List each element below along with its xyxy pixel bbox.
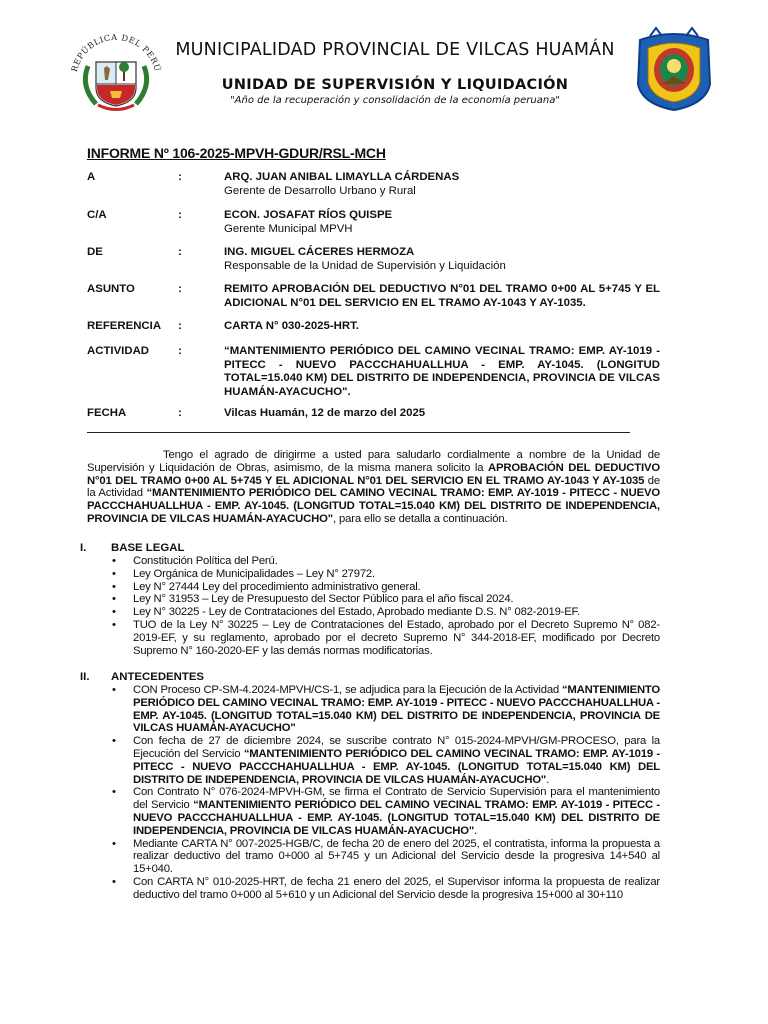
svg-text:REPÚBLICA DEL PERÚ: REPÚBLICA DEL PERÚ: [68, 31, 164, 73]
meta-key: A: [87, 171, 96, 183]
intro-text-2: de la Actividad: [87, 474, 660, 500]
list-item: [111, 555, 660, 568]
list-item-text: Ley N° 30225 - Ley de Contrataciones del Estado, Aprobado mediante D.S. N° 082-2019-EF.: [133, 606, 580, 619]
meta-value: [224, 407, 660, 421]
year-motto: "Año de la recuperación y consolidación de la economía peruana": [230, 95, 560, 106]
sender-name: ING. MIGUEL CÁCERES HERMOZA: [224, 246, 415, 258]
meta-key: ASUNTO: [87, 283, 135, 295]
meta-colon: :: [178, 209, 182, 221]
antecedentes-list: [111, 684, 660, 902]
list-item-tail: .: [474, 824, 477, 837]
meta-colon: :: [178, 246, 182, 258]
meta-value: [224, 283, 660, 310]
base-legal-list: [111, 555, 660, 657]
list-item-text: Constitución Política del Perú.: [133, 555, 278, 567]
meta-colon: :: [178, 320, 182, 332]
list-item-text: Mediante CARTA N° 007-2025-HGB/C, de fecha 20 de enero del 2025, el contratista, informa la propuesta a realizar deductivo del tramo 0+000 al 5+745 y un Adicional del Servicio desde la progresiva 14+540 al 15+040.: [133, 837, 660, 876]
list-item-bold: “MANTENIMIENTO PERIÓDICO DEL CAMINO VECINAL TRAMO: EMP. AY-1019 - PITECC - NUEVO PACCCHAHUALLHUA - EMP. AY-1045. (LONGITUD TOTAL=15.040 KM) DEL DISTRITO DE INDEPENDENCIA, PROVINCIA DE VILCAS HUAMÁN-AYACUCHO": [133, 747, 660, 786]
section-number: II.: [80, 671, 90, 683]
meta-value: [224, 345, 660, 399]
institution-title: MUNICIPALIDAD PROVINCIAL DE VILCAS HUAMÁN: [175, 40, 615, 60]
section-number: I.: [80, 542, 87, 554]
bullet: •: [112, 555, 116, 567]
bullet: •: [112, 593, 116, 606]
bullet: •: [112, 606, 116, 619]
list-item: [111, 619, 660, 657]
list-item: [111, 735, 660, 786]
bullet: •: [112, 786, 116, 799]
date-text: Vilcas Huamán, 12 de marzo del 2025: [224, 407, 426, 419]
section-label: ANTECEDENTES: [111, 671, 205, 683]
bullet: •: [112, 735, 116, 748]
intro-paragraph: [87, 449, 660, 526]
intro-text-3: , para ello se detalla a continuación.: [333, 512, 508, 525]
bullet: •: [112, 567, 116, 580]
list-item: [111, 593, 660, 606]
list-item: [111, 684, 660, 735]
list-item-text: TUO de la Ley N° 30225 – Ley de Contrataciones del Estado, aprobado por el Decreto Supremo N° 082-2019-EF, y su reglamento, aprobado por el decreto Supremo N° 344-2018-EF, modificado por Decreto Supremo N° 160-2020-EF y las demás normas modificatorias.: [133, 618, 660, 657]
list-item: [111, 581, 660, 594]
list-item: [111, 838, 660, 876]
meta-colon: :: [178, 283, 182, 295]
recipient-name: ARQ. JUAN ANIBAL LIMAYLLA CÁRDENAS: [224, 171, 460, 183]
vilcas-huaman-crest-icon: [632, 26, 716, 112]
unit-title: UNIDAD DE SUPERVISIÓN Y LIQUIDACIÓN: [221, 77, 569, 93]
list-item: [111, 786, 660, 837]
recipient-role: Gerente de Desarrollo Urbano y Rural: [224, 184, 416, 197]
section-label: BASE LEGAL: [111, 542, 185, 554]
bullet: •: [112, 618, 116, 631]
meta-key: C/A: [87, 209, 107, 221]
reference-text: CARTA N° 030-2025-HRT.: [224, 320, 359, 332]
list-item-text: Con CARTA N° 010-2025-HRT, de fecha 21 enero del 2025, el Supervisor informa la propuesta de realizar deductivo del tramo 0+000 al 5+610 y un Adicional del Servicio desde la progresiva 15+000 al 30+110: [133, 875, 660, 901]
list-item-text: Ley N° 31953 – Ley de Presupuesto del Sector Público para el año fiscal 2024.: [133, 593, 514, 606]
intro-bold-request: APROBACIÓN DEL DEDUCTIVO N°01 DEL TRAMO 0+00 AL 5+745 Y EL ADICIONAL N°01 DEL SERVICIO EN EL TRAMO AY-1043 Y AY-1035: [87, 461, 660, 487]
meta-key: DE: [87, 246, 103, 258]
activity-text: “MANTENIMIENTO PERIÓDICO DEL CAMINO VECINAL TRAMO: EMP. AY-1019 - PITECC - NUEVO PACCCHAHUALLHUA - EMP. AY-1045. (LONGITUD TOTAL=15.040 KM) DEL DISTRITO DE INDEPENDENCIA, PROVINCIA DE VILCAS HUAMÁN-AYACUCHO".: [224, 345, 660, 398]
list-item: [111, 606, 660, 619]
list-item-bold: “MANTENIMIENTO PERIÓDICO DEL CAMINO VECINAL TRAMO: EMP. AY-1019 - PITECC - NUEVO PACCCHAHUALLHUA - EMP. AY-1045. (LONGITUD TOTAL=15.040 KM) DEL DISTRITO DE INDEPENDENCIA, PROVINCIA DE VILCAS HUAMÁN-AYACUCHO": [133, 684, 660, 735]
list-item-text: Ley Orgánica de Municipalidades – Ley N° 27972.: [133, 567, 375, 580]
list-item-tail: .: [546, 773, 550, 786]
meta-value: [224, 171, 660, 198]
list-item: [111, 568, 660, 581]
meta-value: [224, 246, 660, 273]
bullet: •: [112, 875, 116, 888]
cc-name: ECON. JOSAFAT RÍOS QUISPE: [224, 209, 393, 221]
meta-key: REFERENCIA: [87, 320, 162, 332]
intro-text: Tengo el agrado de dirigirme a usted para saludarlo cordialmente a nombre de la Unidad de Supervisión y Liquidación de Obras, asimismo, de la misma manera solicito la: [87, 449, 660, 474]
meta-value: [224, 320, 660, 334]
intro-bold-activity: “MANTENIMIENTO PERIÓDICO DEL CAMINO VECINAL TRAMO: EMP. AY-1019 - PITECC - NUEVO PACCCHAHUALLHUA - EMP. AY-1045. (LONGITUD TOTAL=15.040 KM) DEL DISTRITO DE INDEPENDENCIA, PROVINCIA DE VILCAS HUAMÁN-AYACUCHO": [87, 487, 660, 525]
list-item-text: Ley N° 27444 Ley del procedimiento administrativo general.: [133, 580, 421, 593]
list-item-text: Con Contrato N° 076-2024-MPVH-GM, se firma el Contrato de Servicio Supervisión para el mantenimiento del Servicio: [133, 786, 660, 812]
bullet: •: [112, 684, 116, 696]
meta-colon: :: [178, 171, 182, 183]
meta-value: [224, 209, 660, 236]
sender-role: Responsable de la Unidad de Supervisión y Liquidación: [224, 259, 506, 272]
list-item: [111, 876, 660, 902]
meta-key: FECHA: [87, 407, 127, 419]
cc-role: Gerente Municipal MPVH: [224, 222, 353, 235]
meta-colon: :: [178, 345, 182, 357]
meta-key: ACTIVIDAD: [87, 345, 150, 357]
divider-line: [87, 432, 630, 433]
subject-text: REMITO APROBACIÓN DEL DEDUCTIVO N°01 DEL TRAMO 0+00 AL 5+745 Y EL ADICIONAL N°01 DEL SERVICIO EN EL TRAMO AY-1043 Y AY-1035.: [224, 283, 660, 309]
list-item-text: Con fecha de 27 de diciembre 2024, se suscribe contrato N° 015-2024-MPVH/GM-PROCESO, para la Ejecución del Servicio: [133, 735, 660, 760]
meta-colon: :: [178, 407, 182, 419]
list-item-bold: “MANTENIMIENTO PERIÓDICO DEL CAMINO VECINAL TRAMO: EMP. AY-1019 - PITECC - NUEVO PACCCHAHUALLHUA - EMP. AY-1045. (LONGITUD TOTAL=15.040 KM) DEL DISTRITO DE INDEPENDENCIA, PROVINCIA DE VILCAS HUAMÁN-AYACUCHO": [133, 799, 660, 837]
bullet: •: [112, 837, 116, 850]
bullet: •: [112, 580, 116, 593]
list-item-text: CON Proceso CP-SM-4.2024-MPVH/CS-1, se adjudica para la Ejecución de la Actividad: [133, 684, 562, 696]
report-number: INFORME Nº 106-2025-MPVH-GDUR/RSL-MCH: [87, 145, 386, 161]
